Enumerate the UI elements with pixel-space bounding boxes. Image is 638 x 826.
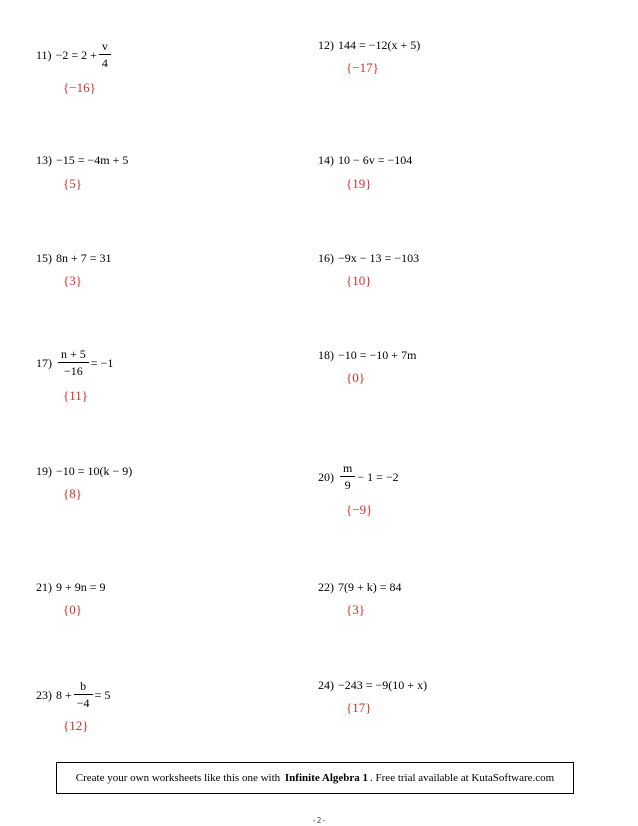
answer-23: {12}: [63, 718, 89, 733]
equation: −9x − 13 = −103: [338, 251, 420, 266]
equation: −15 = −4m + 5: [56, 153, 129, 168]
answer-21: {0}: [63, 602, 82, 617]
problem-22: [318, 580, 402, 593]
equation: −243 = −9(10 + x): [338, 678, 428, 693]
problem-18: [318, 348, 416, 361]
answer-13: {5}: [63, 176, 82, 191]
page-number: -2-: [311, 816, 327, 825]
footer-brand: Infinite Algebra 1: [284, 772, 369, 784]
problem-number: 19): [36, 464, 52, 479]
footer-prefix: Create your own worksheets like this one with: [75, 772, 281, 784]
problem-number: 21): [36, 580, 52, 595]
problem-13: [36, 153, 128, 166]
problem-16: [318, 251, 419, 264]
answer-12: {−17}: [346, 60, 379, 75]
footer-suffix: . Free trial available at KutaSoftware.com: [370, 772, 555, 784]
problem-21: [36, 580, 106, 593]
problem-number: 15): [36, 251, 52, 266]
problem-number: 14): [318, 153, 334, 168]
problem-number: 16): [318, 251, 334, 266]
problem-number: 23): [36, 687, 52, 702]
problem-24: [318, 678, 427, 691]
equation: 7(9 + k) = 84: [338, 580, 402, 595]
answer-17: {11}: [63, 388, 88, 403]
fraction: $\frac{n + 5}{-16}$: [58, 348, 89, 377]
equation: $\frac{n + 5}{-16}$ = −1: [56, 348, 113, 377]
fraction: $\frac{m}{9}$: [340, 462, 355, 491]
problem-number: 11): [36, 47, 52, 62]
footer-banner: [56, 762, 574, 794]
problem-20: [318, 462, 399, 491]
equation: −2 = 2 + $\frac{v}{4}$: [56, 40, 113, 69]
equation: 144 = −12(x + 5): [338, 38, 421, 53]
problem-number: 12): [318, 38, 334, 53]
equation: −10 = −10 + 7m: [338, 348, 417, 363]
answer-22: {3}: [346, 602, 365, 617]
problem-number: 24): [318, 678, 334, 693]
answer-24: {17}: [346, 700, 372, 715]
answer-20: {−9}: [346, 502, 373, 517]
problem-12: [318, 38, 420, 51]
problem-11: [36, 40, 113, 69]
equation: $\frac{m}{9}$ − 1 = −2: [338, 462, 399, 491]
problem-19: [36, 464, 132, 477]
equation: 9 + 9n = 9: [56, 580, 106, 595]
problem-number: 22): [318, 580, 334, 595]
fraction: $\frac{b}{-4}$: [74, 680, 93, 709]
problem-number: 20): [318, 469, 334, 484]
problem-15: [36, 251, 112, 264]
equation: −10 = 10(k − 9): [56, 464, 133, 479]
equation: 8 + $\frac{b}{-4}$ = 5: [56, 679, 111, 710]
problem-23: [36, 680, 110, 709]
problem-number: 18): [318, 348, 334, 363]
answer-15: {3}: [63, 273, 82, 288]
equation: 8n + 7 = 31: [56, 251, 112, 266]
equation: 10 − 6v = −104: [338, 153, 413, 168]
problem-14: [318, 153, 412, 166]
answer-19: {8}: [63, 486, 82, 501]
problem-number: 17): [36, 355, 52, 370]
fraction: $\frac{v}{4}$: [99, 40, 111, 69]
answer-18: {0}: [346, 370, 365, 385]
answer-11: {−16}: [63, 80, 96, 95]
problem-17: [36, 348, 113, 377]
answer-16: {10}: [346, 273, 372, 288]
answer-14: {19}: [346, 176, 372, 191]
problem-number: 13): [36, 153, 52, 168]
